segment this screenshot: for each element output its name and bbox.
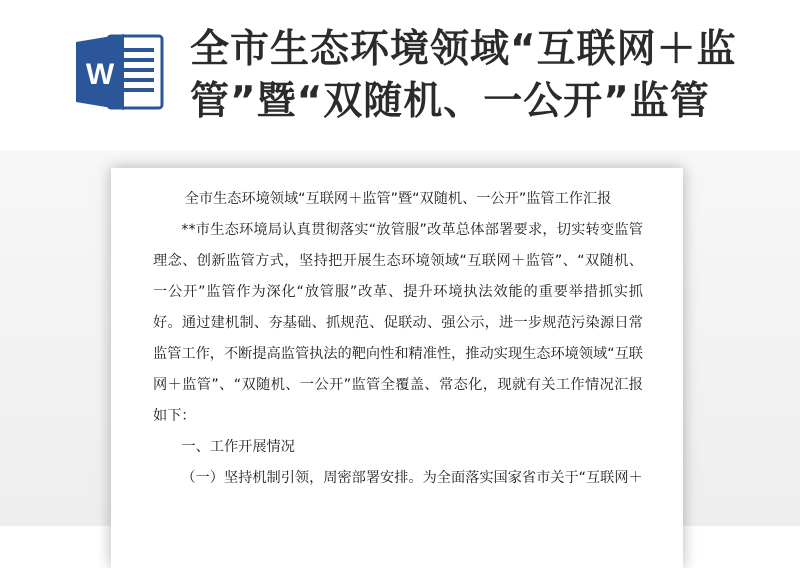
document-title: 全市生态环境领域“互联网＋监管”暨“双随机、一公开”监管工作汇报: [184, 191, 612, 207]
word-icon-letter: W: [85, 58, 115, 91]
word-document-icon: [74, 30, 166, 114]
header-title: 全市生态环境领域“互联网＋监管”暨“双随机、一公开”监管: [190, 27, 737, 124]
section-heading: 一、工作开展情况: [181, 439, 295, 455]
page-header: [0, 0, 800, 150]
document-body: [153, 184, 643, 494]
document-page: [111, 168, 683, 568]
item-paragraph: （一）坚持机制引领，周密部署安排。为全面落实国家省市关于“互联网＋: [181, 470, 643, 486]
intro-paragraph: **市生态环境局认真贯彻落实“放管服”改革总体部署要求，切实转变监管理念、创新监管方式，坚持把开展生态环境领域“互联网＋监管”、“双随机、一公开”监管作为深化“放管服”改革、提升环境执法效能的重要举措抓实抓好。通过建机制、夯基础、抓规范、促联动、强公示，进一步规范污染源日常监管工作，不断提高监管执法的靶向性和精准性，推动实现生态环境领域“互联网＋监管”、“双随机、一公开”监管全覆盖、常态化，现就有关工作情况汇报如下：: [153, 222, 643, 424]
